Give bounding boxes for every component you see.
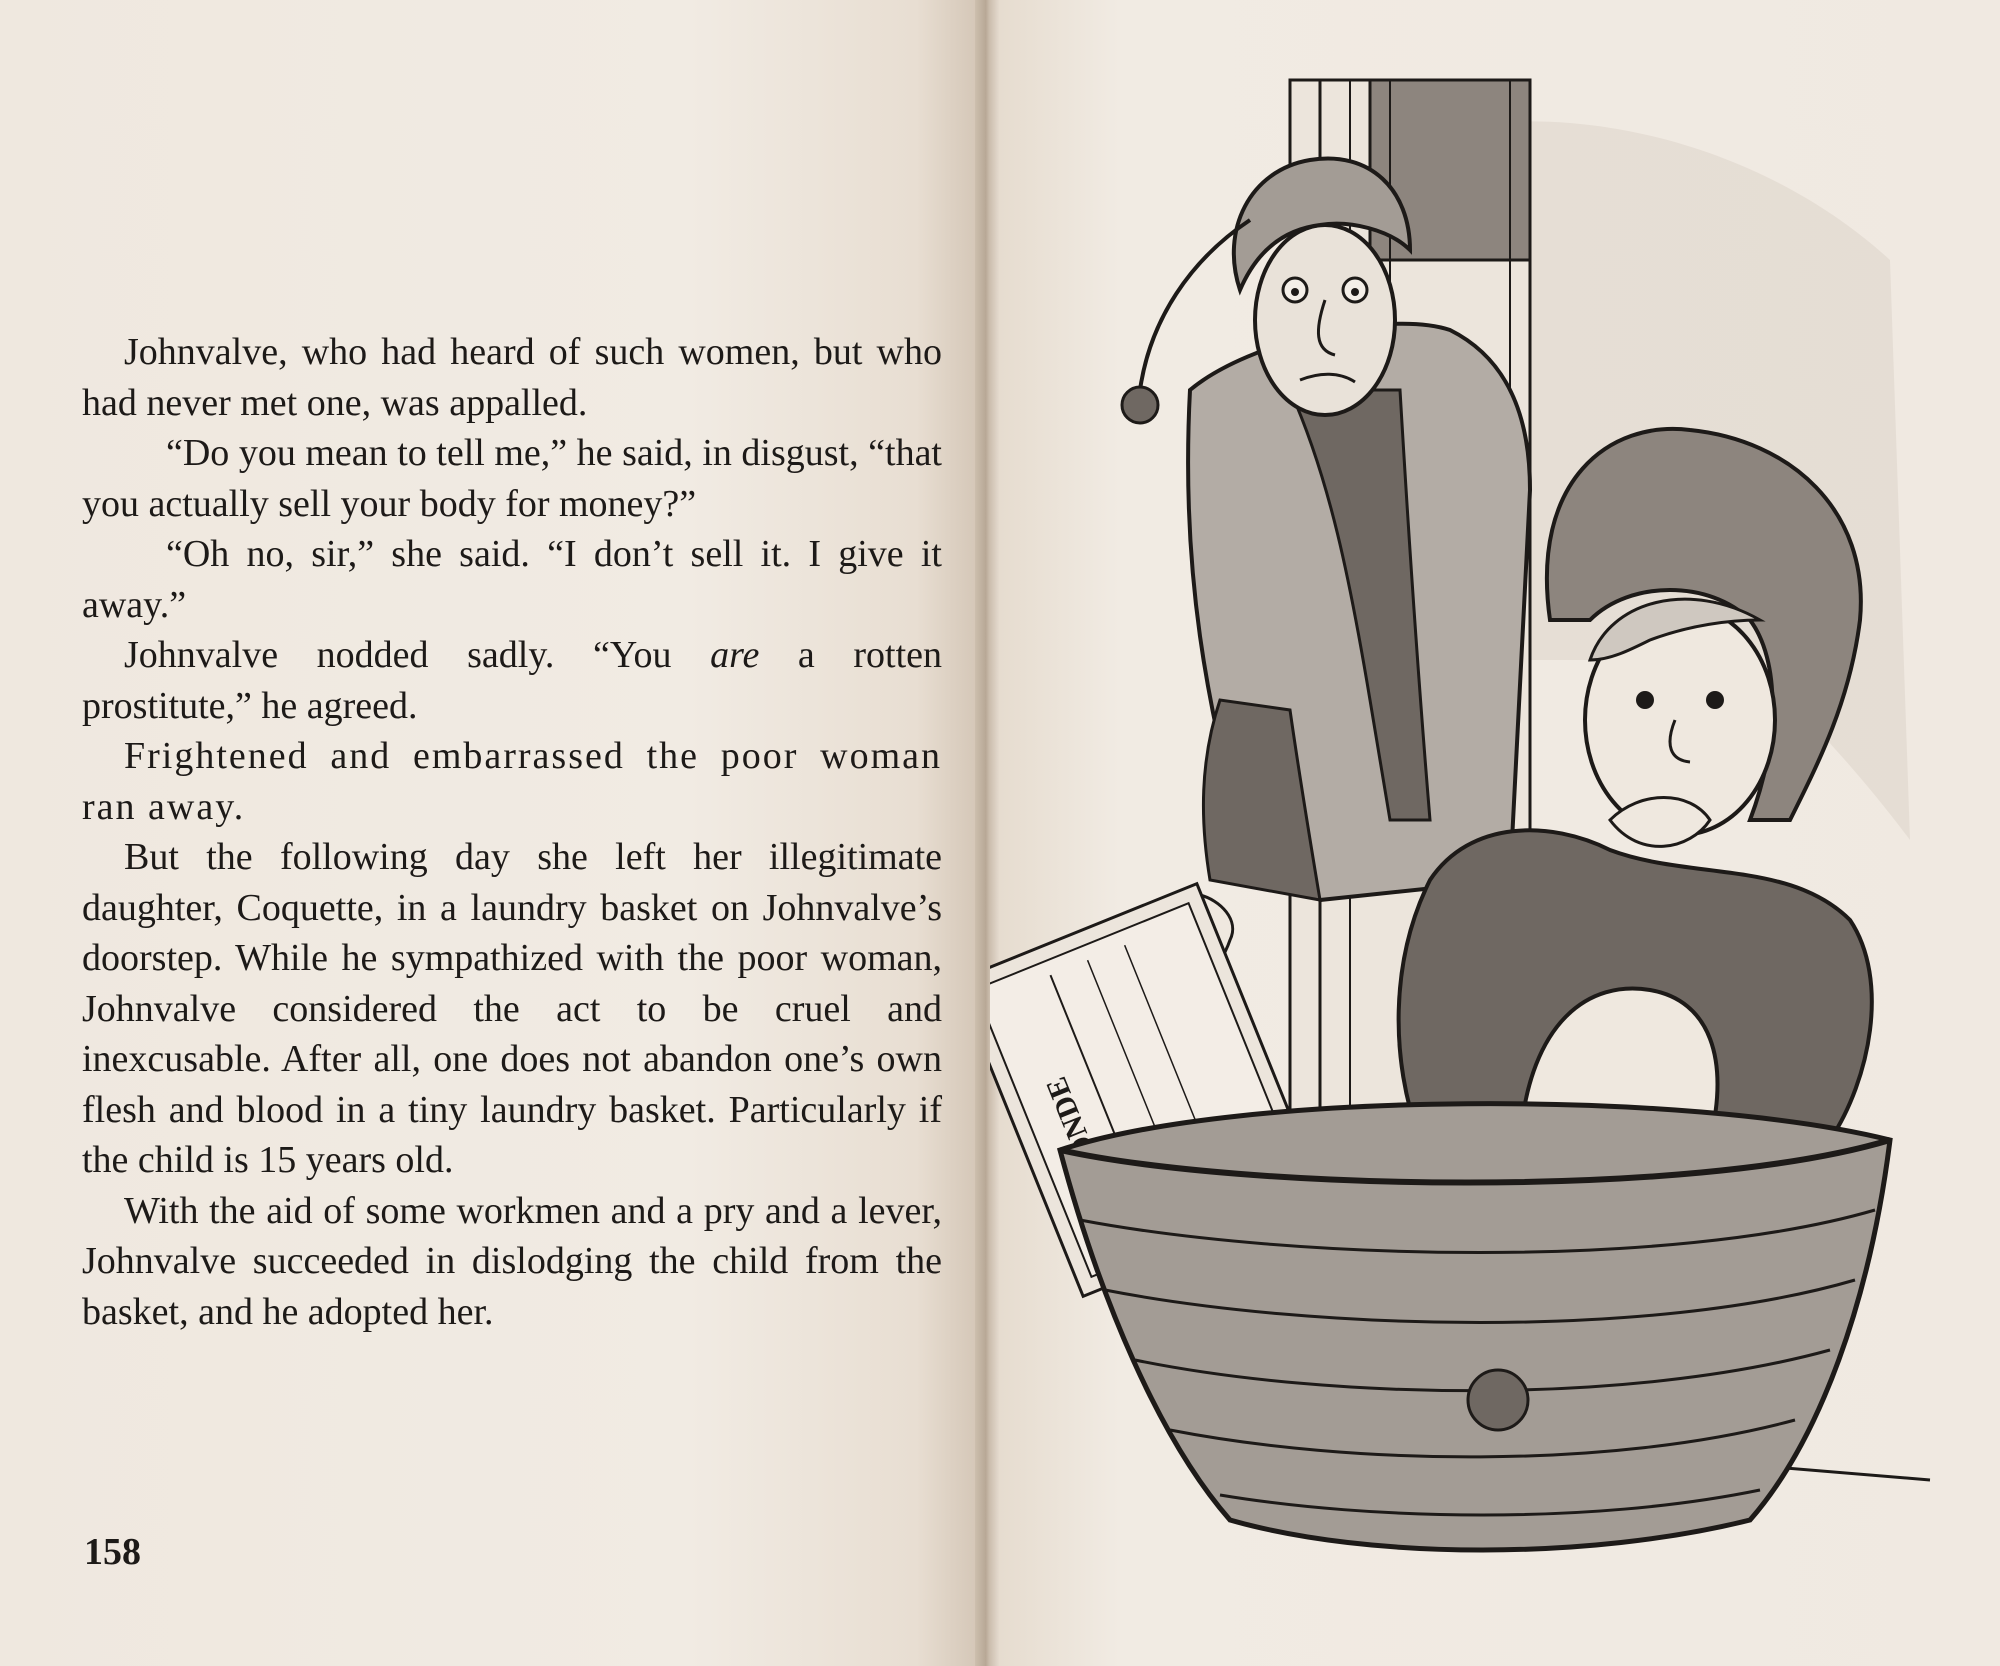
paragraph-nodded (82, 630, 942, 731)
paragraph-nodded-end: a rotten prostitute,” he agreed. (82, 634, 942, 727)
old-man-face (1255, 225, 1395, 415)
paragraph-nodded-start: Johnvalve nodded sadly. “You (124, 634, 711, 676)
old-man-right-pupil (1351, 288, 1359, 296)
ball (1468, 1370, 1528, 1430)
paragraph-reply: “Oh no, sir,” she said. “I don’t sell it. I give it away.” (82, 533, 942, 626)
nightcap-pompom (1122, 387, 1158, 423)
illustration-man-and-girl-in-basket (990, 60, 1950, 1580)
paragraph-ran-away: Frightened and embarrassed the poor woman ran away. (82, 735, 942, 828)
story-text (82, 327, 942, 1337)
newspaper-masthead: MONDE (1039, 1072, 1114, 1192)
girl-left-eye (1636, 691, 1654, 709)
paragraph-adopted: With the aid of some workmen and a pry and a lever, Johnvalve succeeded in dislodging the child from the basket, and he adopted her. (82, 1189, 942, 1333)
paragraph-following-day: But the following day she left her illegitimate daughter, Coquette, in a laundry basket on Johnvalve’s doorstep. While he sympathized with the poor woman, Johnvalve considered the act to be cruel and inexcusable. After all, one does not abandon one’s own flesh and blood in a tiny laundry basket. Particularly if the child is 15 years old. (82, 836, 942, 1181)
paragraph-question: “Do you mean to tell me,” he said, in disgust, “that you actually sell your body for money?” (82, 432, 942, 525)
page-number: 158 (84, 1531, 141, 1573)
old-man-left-pupil (1291, 288, 1299, 296)
paragraph-appalled: Johnvalve, who had heard of such women, but who had never met one, was appalled. (82, 331, 942, 424)
paragraph-nodded-emphasis: are (710, 634, 760, 676)
girl-right-eye (1706, 691, 1724, 709)
